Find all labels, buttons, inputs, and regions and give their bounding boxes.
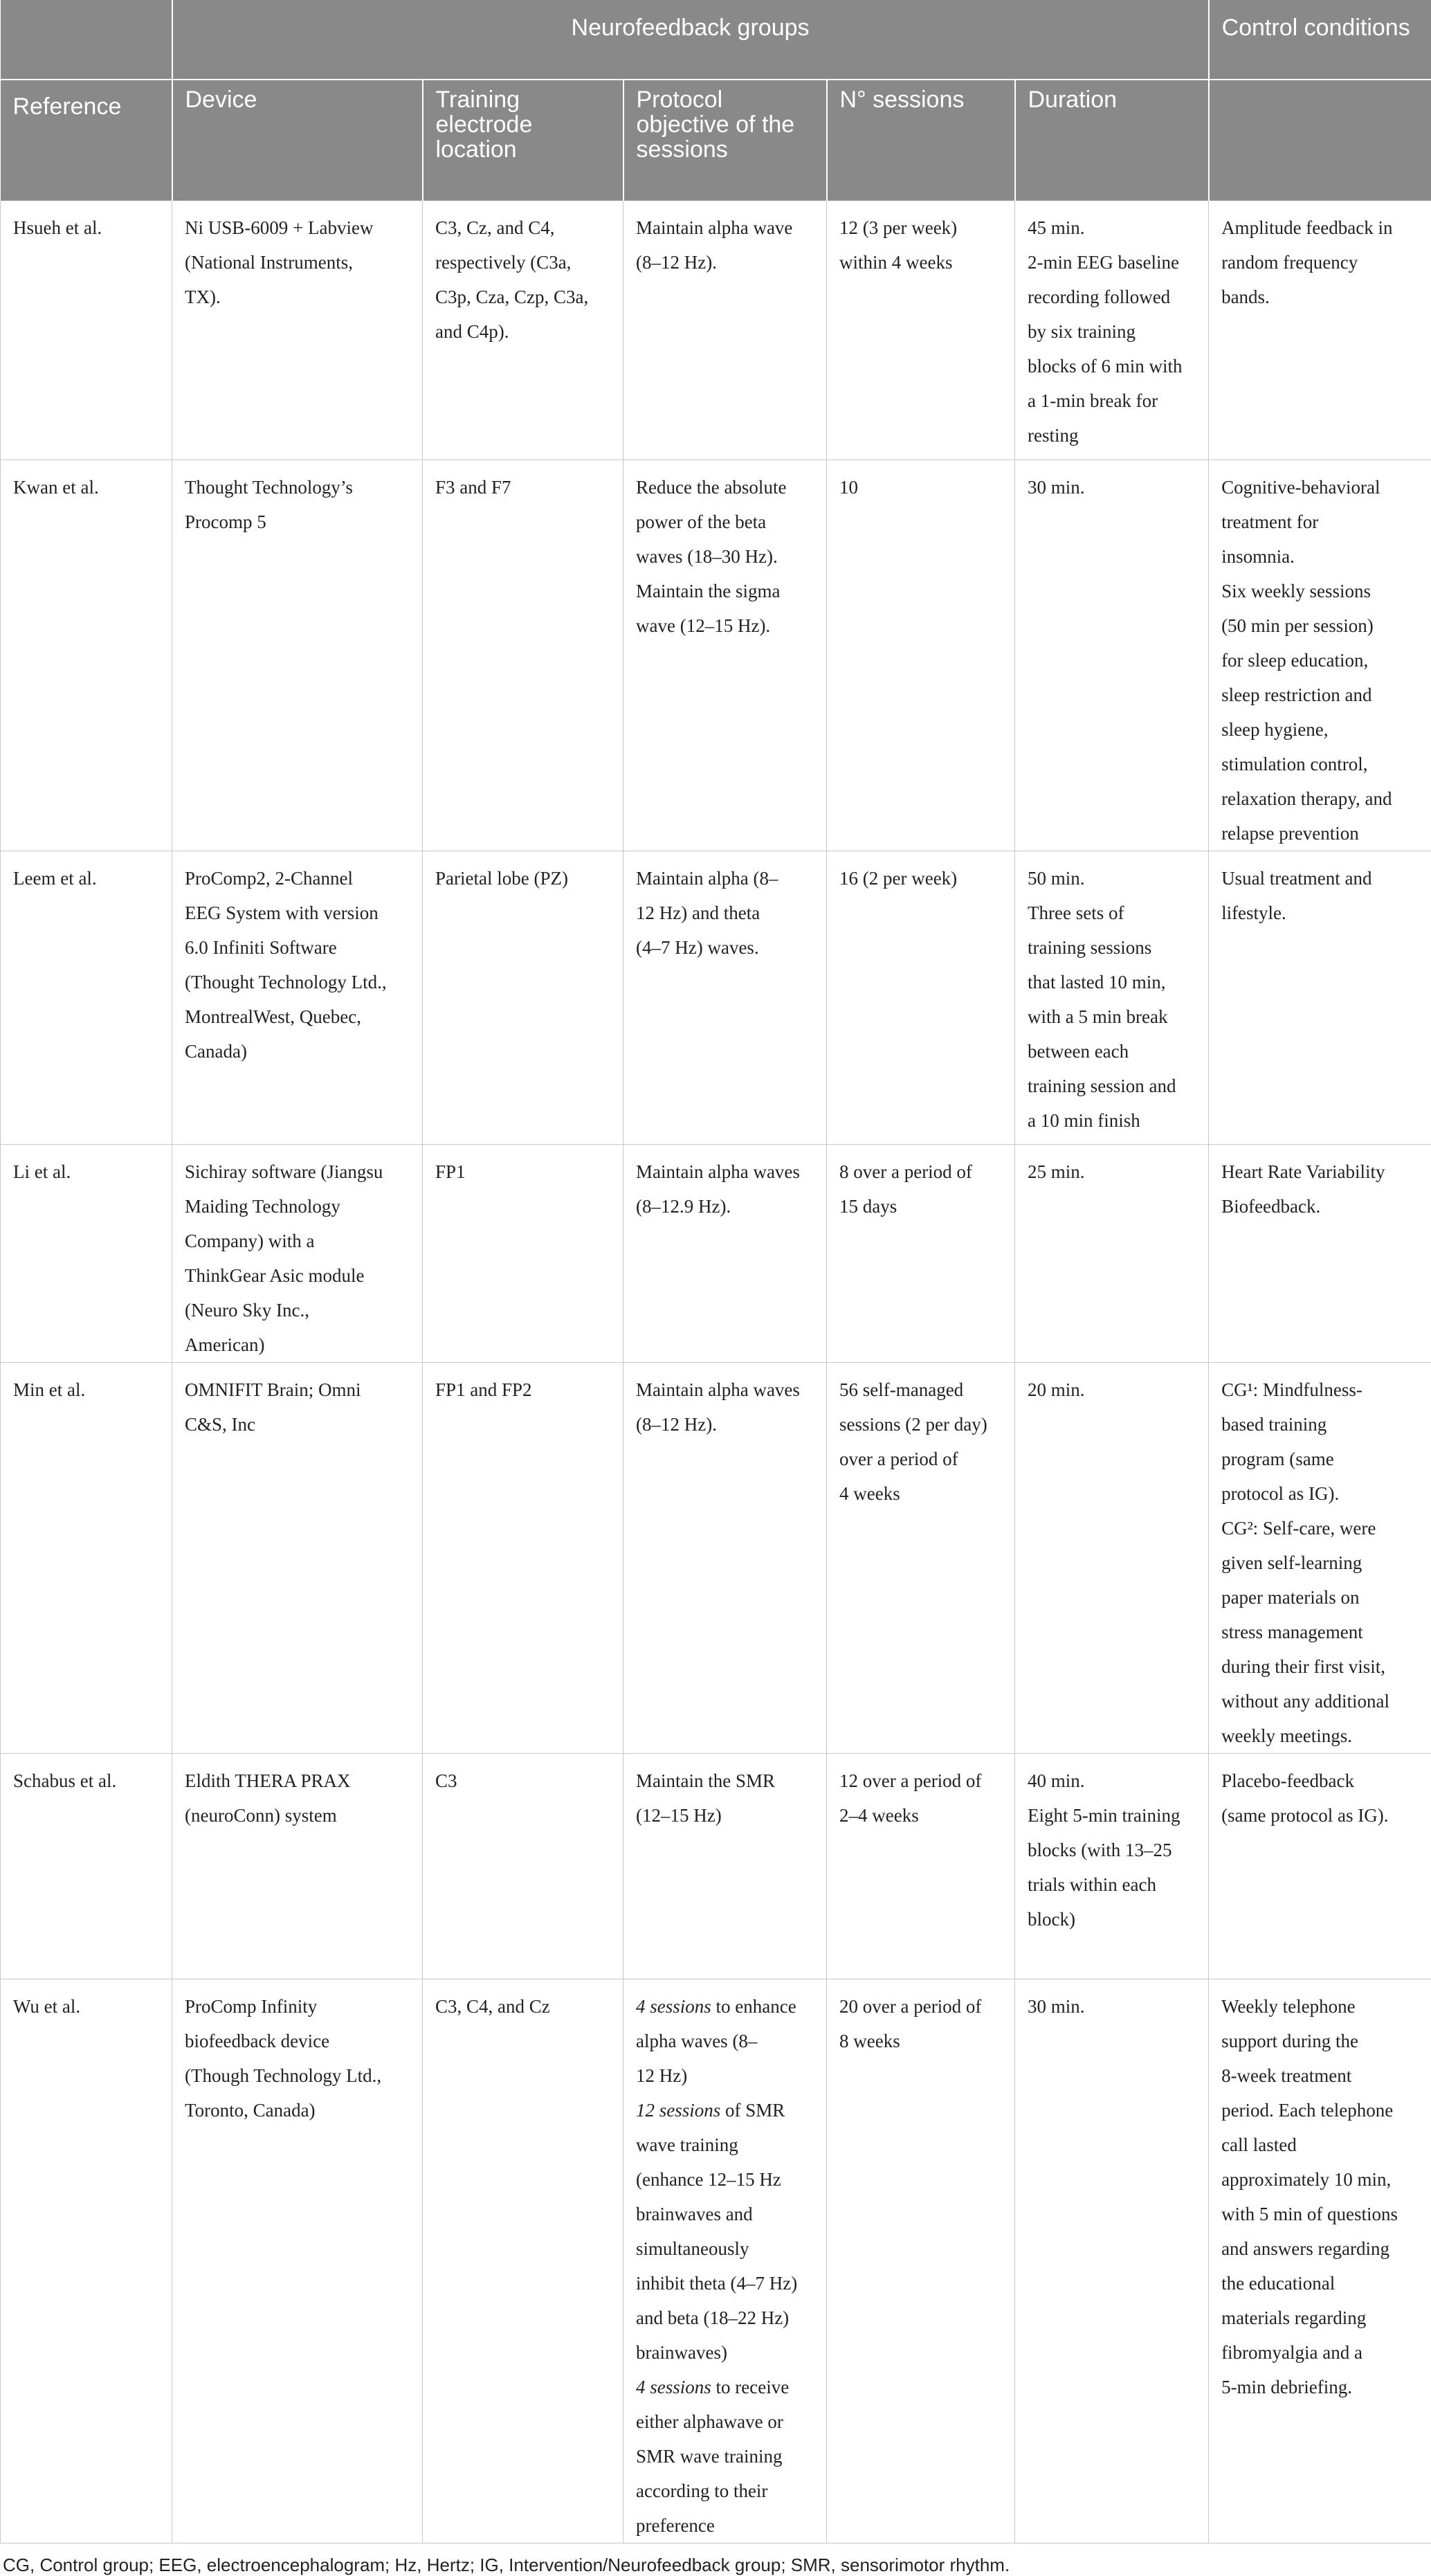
cell-line: and beta (18–22 Hz) — [636, 2301, 821, 2335]
cell-electrode — [423, 851, 623, 1144]
cell-sessions — [827, 1362, 1015, 1753]
cell-line: Three sets of — [1028, 896, 1203, 930]
cell-line: weekly meetings. — [1221, 1718, 1425, 1753]
cell-device — [172, 201, 423, 460]
cell-line: Maintain alpha (8– — [636, 861, 821, 896]
cell-duration — [1015, 1753, 1209, 1979]
cell-reference — [1, 851, 172, 1144]
cell-control — [1209, 1144, 1431, 1362]
table-row — [1, 201, 1431, 460]
cell-line: paper materials on — [1221, 1580, 1425, 1615]
cell-device — [172, 1144, 423, 1362]
cell-line: EEG System with version — [185, 896, 417, 930]
cell-line: (Thought Technology Ltd., — [185, 965, 417, 999]
cell-line: 12 Hz) — [636, 2058, 821, 2093]
cell-line: power of the beta — [636, 505, 821, 539]
cell-line: fibromyalgia and a — [1221, 2335, 1425, 2370]
table-row — [1, 460, 1431, 851]
cell-line: Maintain alpha wave — [636, 210, 821, 245]
cell-line: Maintain the SMR — [636, 1763, 821, 1798]
cell-line: 4 sessions to receive — [636, 2370, 821, 2404]
cell-line: ProComp Infinity — [185, 1989, 417, 2024]
cell-line: bands. — [1221, 280, 1425, 314]
cell-line: (4–7 Hz) waves. — [636, 930, 821, 965]
cell-line: Schabus et al. — [13, 1763, 166, 1798]
cell-device — [172, 851, 423, 1144]
cell-line: FP1 and FP2 — [435, 1372, 617, 1407]
cell-line: Maiding Technology — [185, 1189, 417, 1224]
italic-lead: 4 sessions — [636, 1996, 711, 2017]
cell-sessions — [827, 1144, 1015, 1362]
cell-line: (neuroConn) system — [185, 1798, 417, 1833]
cell-line: brainwaves) — [636, 2335, 821, 2370]
cell-line: Leem et al. — [13, 861, 166, 896]
cell-reference — [1, 201, 172, 460]
cell-line: a 1-min break for — [1028, 383, 1203, 418]
cell-line: within 4 weeks — [839, 245, 1009, 280]
cell-line: waves (18–30 Hz). — [636, 539, 821, 574]
cell-line: (enhance 12–15 Hz — [636, 2162, 821, 2197]
cell-line: alpha waves (8– — [636, 2024, 821, 2058]
cell-line: with 5 min of questions — [1221, 2197, 1425, 2231]
header-sessions: N° sessions — [827, 80, 1015, 201]
cell-line: block) — [1028, 1902, 1203, 1936]
cell-line: 50 min. — [1028, 861, 1203, 896]
italic-lead: 12 sessions — [636, 2100, 720, 2121]
header-duration: Duration — [1015, 80, 1209, 201]
cell-line: Ni USB-6009 + Labview — [185, 210, 417, 245]
cell-line: Hsueh et al. — [13, 210, 166, 245]
cell-reference — [1, 1753, 172, 1979]
cell-reference — [1, 1144, 172, 1362]
cell-line: the educational — [1221, 2266, 1425, 2301]
cell-line: FP1 — [435, 1154, 617, 1189]
header-subcolumn-row — [1, 80, 1431, 201]
cell-electrode — [423, 1979, 623, 2543]
cell-sessions — [827, 460, 1015, 851]
cell-line: 5-min debriefing. — [1221, 2370, 1425, 2404]
cell-line: F3 and F7 — [435, 470, 617, 505]
cell-line: for sleep education, — [1221, 643, 1425, 678]
cell-line: blocks (with 13–25 — [1028, 1833, 1203, 1867]
italic-lead: 4 sessions — [636, 2377, 711, 2397]
cell-sessions — [827, 851, 1015, 1144]
cell-device — [172, 1362, 423, 1753]
cell-line: 8 weeks — [839, 2024, 1009, 2058]
cell-line: 40 min. — [1028, 1763, 1203, 1798]
cell-protocol — [623, 1362, 827, 1753]
cell-line: resting — [1028, 418, 1203, 453]
cell-line: Parietal lobe (PZ) — [435, 861, 617, 896]
cell-line: blocks of 6 min with — [1028, 349, 1203, 383]
cell-line: period. Each telephone — [1221, 2093, 1425, 2128]
cell-line: materials regarding — [1221, 2301, 1425, 2335]
cell-line: between each — [1028, 1034, 1203, 1069]
cell-reference — [1, 460, 172, 851]
cell-line: call lasted — [1221, 2128, 1425, 2162]
cell-line: C3, Cz, and C4, — [435, 210, 617, 245]
cell-line: TX). — [185, 280, 417, 314]
cell-line: Eight 5-min training — [1028, 1798, 1203, 1833]
cell-line: random frequency — [1221, 245, 1425, 280]
cell-line: CG¹: Mindfulness- — [1221, 1372, 1425, 1407]
cell-line: MontrealWest, Quebec, — [185, 999, 417, 1034]
cell-line: 2-min EEG baseline — [1028, 245, 1203, 280]
header-reference: Reference — [1, 80, 172, 201]
table-footnote: CG, Control group; EEG, electroencephalogram; Hz, Hertz; IG, Intervention/Neurofeedback group; SMR, sensorimotor rhythm. — [0, 2543, 1431, 2576]
cell-line: biofeedback device — [185, 2024, 417, 2058]
cell-line: 12 over a period of — [839, 1763, 1009, 1798]
cell-line: support during the — [1221, 2024, 1425, 2058]
cell-line: C3 — [435, 1763, 617, 1798]
cell-line: stimulation control, — [1221, 747, 1425, 781]
cell-line: 45 min. — [1028, 210, 1203, 245]
cell-line: based training — [1221, 1407, 1425, 1442]
cell-line: relaxation therapy, and — [1221, 781, 1425, 816]
cell-line: Min et al. — [13, 1372, 166, 1407]
cell-protocol — [623, 460, 827, 851]
header-device: Device — [172, 80, 423, 201]
cell-line: Six weekly sessions — [1221, 574, 1425, 608]
cell-control — [1209, 201, 1431, 460]
cell-line: (Though Technology Ltd., — [185, 2058, 417, 2093]
cell-control — [1209, 1753, 1431, 1979]
cell-electrode — [423, 1362, 623, 1753]
cell-line: 12 (3 per week) — [839, 210, 1009, 245]
cell-line: (12–15 Hz) — [636, 1798, 821, 1833]
table-row — [1, 1362, 1431, 1753]
cell-line: Kwan et al. — [13, 470, 166, 505]
cell-line: training sessions — [1028, 930, 1203, 965]
cell-line: (8–12.9 Hz). — [636, 1189, 821, 1224]
cell-line: 25 min. — [1028, 1154, 1203, 1189]
cell-line: relapse prevention — [1221, 816, 1425, 851]
cell-line: Procomp 5 — [185, 505, 417, 539]
cell-protocol — [623, 1753, 827, 1979]
cell-line: protocol as IG). — [1221, 1476, 1425, 1511]
table-body — [1, 201, 1431, 2543]
cell-line: Toronto, Canada) — [185, 2093, 417, 2128]
cell-line: and C4p). — [435, 314, 617, 349]
cell-line: with a 5 min break — [1028, 999, 1203, 1034]
cell-sessions — [827, 1979, 1015, 2543]
cell-duration — [1015, 1144, 1209, 1362]
cell-line: (Neuro Sky Inc., — [185, 1293, 417, 1327]
table-row — [1, 851, 1431, 1144]
cell-line: program (same — [1221, 1442, 1425, 1476]
cell-sessions — [827, 1753, 1015, 1979]
cell-duration — [1015, 1979, 1209, 2543]
cell-reference — [1, 1362, 172, 1753]
cell-line: Eldith THERA PRAX — [185, 1763, 417, 1798]
cell-line: 10 — [839, 470, 1009, 505]
cell-duration — [1015, 201, 1209, 460]
cell-line: Maintain the sigma — [636, 574, 821, 608]
cell-line: that lasted 10 min, — [1028, 965, 1203, 999]
cell-line: 8-week treatment — [1221, 2058, 1425, 2093]
cell-line: Placebo-feedback — [1221, 1763, 1425, 1798]
cell-line: Biofeedback. — [1221, 1189, 1425, 1224]
cell-line: (8–12 Hz). — [636, 245, 821, 280]
header-empty-cell — [1, 0, 172, 80]
cell-electrode — [423, 1144, 623, 1362]
cell-line: SMR wave training — [636, 2439, 821, 2474]
cell-line: according to their — [636, 2474, 821, 2508]
cell-line: by six training — [1028, 314, 1203, 349]
cell-line: CG²: Self-care, were — [1221, 1511, 1425, 1545]
cell-line: ProComp2, 2-Channel — [185, 861, 417, 896]
header-control-empty — [1209, 80, 1431, 201]
cell-reference — [1, 1979, 172, 2543]
cell-line: C&S, Inc — [185, 1407, 417, 1442]
cell-protocol — [623, 1144, 827, 1362]
cell-line: Canada) — [185, 1034, 417, 1069]
table-row — [1, 1144, 1431, 1362]
cell-line: C3p, Cza, Czp, C3a, — [435, 280, 617, 314]
cell-line: training session and — [1028, 1069, 1203, 1103]
cell-line: 6.0 Infiniti Software — [185, 930, 417, 965]
cell-line: lifestyle. — [1221, 896, 1425, 930]
cell-line: 20 min. — [1028, 1372, 1203, 1407]
cell-control — [1209, 1979, 1431, 2543]
cell-line: Usual treatment and — [1221, 861, 1425, 896]
cell-line: during their first visit, — [1221, 1649, 1425, 1684]
cell-line: wave training — [636, 2128, 821, 2162]
cell-electrode — [423, 460, 623, 851]
cell-line: sleep hygiene, — [1221, 712, 1425, 747]
cell-electrode — [423, 1753, 623, 1979]
cell-control — [1209, 851, 1431, 1144]
cell-line: 4 weeks — [839, 1476, 1009, 1511]
cell-line: 20 over a period of — [839, 1989, 1009, 2024]
cell-duration — [1015, 1362, 1209, 1753]
cell-line: 30 min. — [1028, 1989, 1203, 2024]
cell-line: trials within each — [1028, 1867, 1203, 1902]
cell-protocol — [623, 1979, 827, 2543]
cell-device — [172, 1753, 423, 1979]
cell-line: 2–4 weeks — [839, 1798, 1009, 1833]
cell-line: wave (12–15 Hz). — [636, 608, 821, 643]
cell-line: (National Instruments, — [185, 245, 417, 280]
cell-line: given self-learning — [1221, 1545, 1425, 1580]
cell-line: a 10 min finish — [1028, 1103, 1203, 1138]
cell-line: over a period of — [839, 1442, 1009, 1476]
cell-line: Thought Technology’s — [185, 470, 417, 505]
table-row — [1, 1979, 1431, 2543]
cell-line: sleep restriction and — [1221, 678, 1425, 712]
cell-line: treatment for — [1221, 505, 1425, 539]
cell-line: 4 sessions to enhance — [636, 1989, 821, 2024]
cell-line: 16 (2 per week) — [839, 861, 1009, 896]
cell-line: American) — [185, 1327, 417, 1362]
cell-line: Weekly telephone — [1221, 1989, 1425, 2024]
cell-line: approximately 10 min, — [1221, 2162, 1425, 2197]
cell-line: 56 self-managed — [839, 1372, 1009, 1407]
cell-line: Wu et al. — [13, 1989, 166, 2024]
cell-line: C3, C4, and Cz — [435, 1989, 617, 2024]
cell-line: (8–12 Hz). — [636, 1407, 821, 1442]
cell-device — [172, 1979, 423, 2543]
cell-line: sessions (2 per day) — [839, 1407, 1009, 1442]
cell-line: (50 min per session) — [1221, 608, 1425, 643]
cell-line: Amplitude feedback in — [1221, 210, 1425, 245]
cell-control — [1209, 460, 1431, 851]
cell-duration — [1015, 460, 1209, 851]
cell-line: stress management — [1221, 1615, 1425, 1649]
cell-duration — [1015, 851, 1209, 1144]
cell-line: respectively (C3a, — [435, 245, 617, 280]
cell-line: 12 Hz) and theta — [636, 896, 821, 930]
cell-line: simultaneously — [636, 2231, 821, 2266]
cell-line: Cognitive-behavioral — [1221, 470, 1425, 505]
header-group-row — [1, 0, 1431, 80]
cell-line: Maintain alpha waves — [636, 1154, 821, 1189]
cell-protocol — [623, 201, 827, 460]
cell-electrode — [423, 201, 623, 460]
cell-line: either alphawave or — [636, 2404, 821, 2439]
header-neurofeedback-groups: Neurofeedback groups — [172, 0, 1209, 80]
cell-line: Reduce the absolute — [636, 470, 821, 505]
cell-line: and answers regarding — [1221, 2231, 1425, 2266]
cell-line: inhibit theta (4–7 Hz) — [636, 2266, 821, 2301]
table-row — [1, 1753, 1431, 1979]
table-header — [1, 0, 1431, 201]
cell-line: Company) with a — [185, 1224, 417, 1258]
cell-line: insomnia. — [1221, 539, 1425, 574]
header-protocol-objective: Protocol objective of the sessions — [623, 80, 827, 201]
cell-line: 8 over a period of — [839, 1154, 1009, 1189]
cell-line: without any additional — [1221, 1684, 1425, 1718]
cell-line: 30 min. — [1028, 470, 1203, 505]
header-control-conditions: Control conditions — [1209, 0, 1431, 80]
cell-line: 15 days — [839, 1189, 1009, 1224]
cell-line: Heart Rate Variability — [1221, 1154, 1425, 1189]
cell-line: (same protocol as IG). — [1221, 1798, 1425, 1833]
cell-line: Li et al. — [13, 1154, 166, 1189]
cell-line: Sichiray software (Jiangsu — [185, 1154, 417, 1189]
header-electrode-location: Training electrode location — [423, 80, 623, 201]
cell-line: Maintain alpha waves — [636, 1372, 821, 1407]
cell-line: brainwaves and — [636, 2197, 821, 2231]
cell-line: 12 sessions of SMR — [636, 2093, 821, 2128]
cell-sessions — [827, 201, 1015, 460]
cell-control — [1209, 1362, 1431, 1753]
cell-line: OMNIFIT Brain; Omni — [185, 1372, 417, 1407]
cell-device — [172, 460, 423, 851]
cell-line: recording followed — [1028, 280, 1203, 314]
cell-line: ThinkGear Asic module — [185, 1258, 417, 1293]
cell-line: preference — [636, 2508, 821, 2543]
cell-protocol — [623, 851, 827, 1144]
